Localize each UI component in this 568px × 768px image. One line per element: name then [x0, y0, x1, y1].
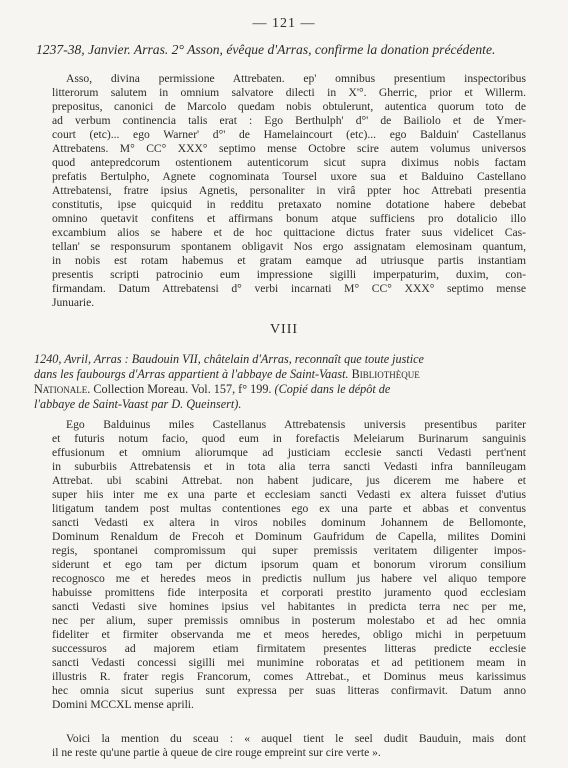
text-line: Domini MCCXL mense aprili.: [52, 698, 194, 711]
text-line: prepositus, canonici de Marcolo quedam nobis obtulerunt, autentica quorum toto de: [52, 100, 526, 113]
text-line: effusionum et omnium aliorumque ad justiciam ecclesie sancti Vedasti pert'nent: [52, 446, 526, 459]
text-line: Asso, divina permissione Attrebaten. ep' omnibus presentium inspectoribus: [66, 72, 526, 85]
text-line: recognosco me et heredes meos in predictis nullum jus habere vel aliquo tempore: [52, 572, 526, 585]
heading-line: dans les faubourgs d'Arras appartient à l'abbaye de Saint-Vaast. Bibliothèque: [34, 367, 420, 381]
text-line: excambium alios se habere et de hoc quittacione dictus frater suus videlicet Cas-: [52, 226, 526, 239]
text-line: Voici la mention du sceau : « auquel tient le seel dudit Bauduin, mais dont: [66, 732, 526, 745]
text-line: quod antepredcorum ostentionem autenticorum sicut supra diximus nobis factam: [52, 156, 526, 169]
text-line: Attrebat. ubi scabini Attrebat. non habent judicare, jus dicerem me habere et: [52, 474, 526, 487]
page-number: — 121 —: [252, 16, 316, 31]
charter-1-heading: 1237-38, Janvier. Arras. 2° Asson, évêque d'Arras, confirme la donation précédente.: [36, 42, 496, 57]
text-line: et futuris notum facio, quod eum in forefactis Meleiarum Burinarum sanguinis: [52, 432, 526, 445]
text-line: hec omnia sicut superius sunt expressa per suas litteras confirmavit. Datum anno: [52, 684, 526, 697]
text-line: super hiis inter me ex una parte et ecclesiam sancti Vedasti ex altera fuisset d'utius: [52, 488, 526, 501]
text-line: Dominum Renaldum de Frecoh et Dominum Gaufridum de Capella, milites Domini: [52, 530, 526, 543]
text-line: Junuarie.: [52, 296, 95, 309]
text-line: in nobis est rotam habemus et gratam eamque ad utriusque partis instantiam: [52, 254, 526, 267]
heading-line: 1240, Avril, Arras : Baudouin VII, châtelain d'Arras, reconnaît que toute justice: [34, 352, 424, 366]
text-line: presentis scripti patrocinio eum impressione sigilli imperpaturim, duxim, con-: [52, 268, 526, 281]
text-line: Attrebatensi, fratre ipsius Agnetis, personaliter in virâ ppter hoc Attrebati presentia: [52, 184, 526, 197]
text-line: il ne reste qu'une partie à queue de cire rouge empreint sur cire verte ».: [52, 746, 381, 759]
text-line: ad verbum continencia talis erat : Ego Berthulph' d°' de Bailiolo et de Ymer-: [52, 114, 526, 127]
text-line: prefatis Bertulpho, Agnete cognominata Toursel uxore sua et Balduino Castellano: [52, 170, 526, 183]
charter-2-text: [52, 418, 526, 712]
text-line: Ego Balduinus miles Castellanus Attrebatensis universis presentibus pariter: [66, 418, 526, 431]
text-line: court (etc)... ego Warner' d°' de Hamelaincourt (etc)... ego Balduin' Castellanus: [52, 128, 526, 141]
seal-note: [52, 732, 526, 760]
text-line: litterorum salutem in omnium salvatore dilecti in X'°. Gherric, prior et Willerm.: [52, 86, 526, 99]
heading-line: Nationale. Collection Moreau. Vol. 157, f° 199. (Copié dans le dépôt de: [34, 382, 391, 396]
text-line: litigatum tandem post multas contentiones ego ex una parte et abbas et conventus: [52, 502, 526, 515]
text-line: nec per alium, super premissis omnibus in posterum molestabo et ad hec omnia: [52, 614, 526, 627]
text-line: illustris R. frater regis Francorum, comes Attrebat., et Dominus meus karissimus: [52, 670, 526, 683]
text-line: sancti Vedasti concessi sigilli mei munimine roboratas et ad petitionem meam in: [52, 656, 526, 669]
charter-1-text: [52, 72, 526, 310]
section-number: VIII: [269, 322, 299, 337]
text-line: sancti Vedasti sive homines ipsius vel habitantes in predicta terra nec per me,: [52, 600, 526, 613]
text-line: siderunt et ego tam per dictum ipsorum quam et bonorum virorum consilium: [52, 558, 526, 571]
text-line: habuisse promittens fide interposita et corporati prestito juramento quod ecclesiam: [52, 586, 526, 599]
heading-line: l'abbaye de Saint-Vaast par D. Queinsert).: [34, 397, 242, 411]
charter-2-heading: [34, 352, 534, 412]
text-line: regis, spontanei compromissum qui super premissis veritatem diligenter impos-: [52, 544, 526, 557]
text-line: successuros ad majorem etiam firmitatem presentes litteras predicte ecclesie: [52, 642, 526, 655]
text-line: omnino quetavit confitens et affirmans bonum atque sufficiens pro dotalicio illo: [52, 212, 526, 225]
text-line: sancti Vedasti ex altera in viros nobiles dominum Johannem de Bellomonte,: [52, 516, 526, 529]
text-line: in suburbiis Attrebatensis et in tota alia terra sancti Vedasti infra banníleugam: [52, 460, 526, 473]
text-line: firmandam. Datum Attrebatensi d° verbi incarnati M° CC° XXX° septimo mense: [52, 282, 526, 295]
text-line: tellan' se responsurum spontanem obligavit Nos ergo assignatam elemosinam quantum,: [52, 240, 526, 253]
text-line: fideliter et firmiter observanda me et meos heredes, obligo michi in perpetuum: [52, 628, 526, 641]
text-line: Attrebatens. M° CC° XXX° septimo mense Octobre scire autem volumus universos: [52, 142, 526, 155]
text-line: constitutis, ipse quicquid in redditu pretaxato nomine dotatione habere debebat: [52, 198, 526, 211]
